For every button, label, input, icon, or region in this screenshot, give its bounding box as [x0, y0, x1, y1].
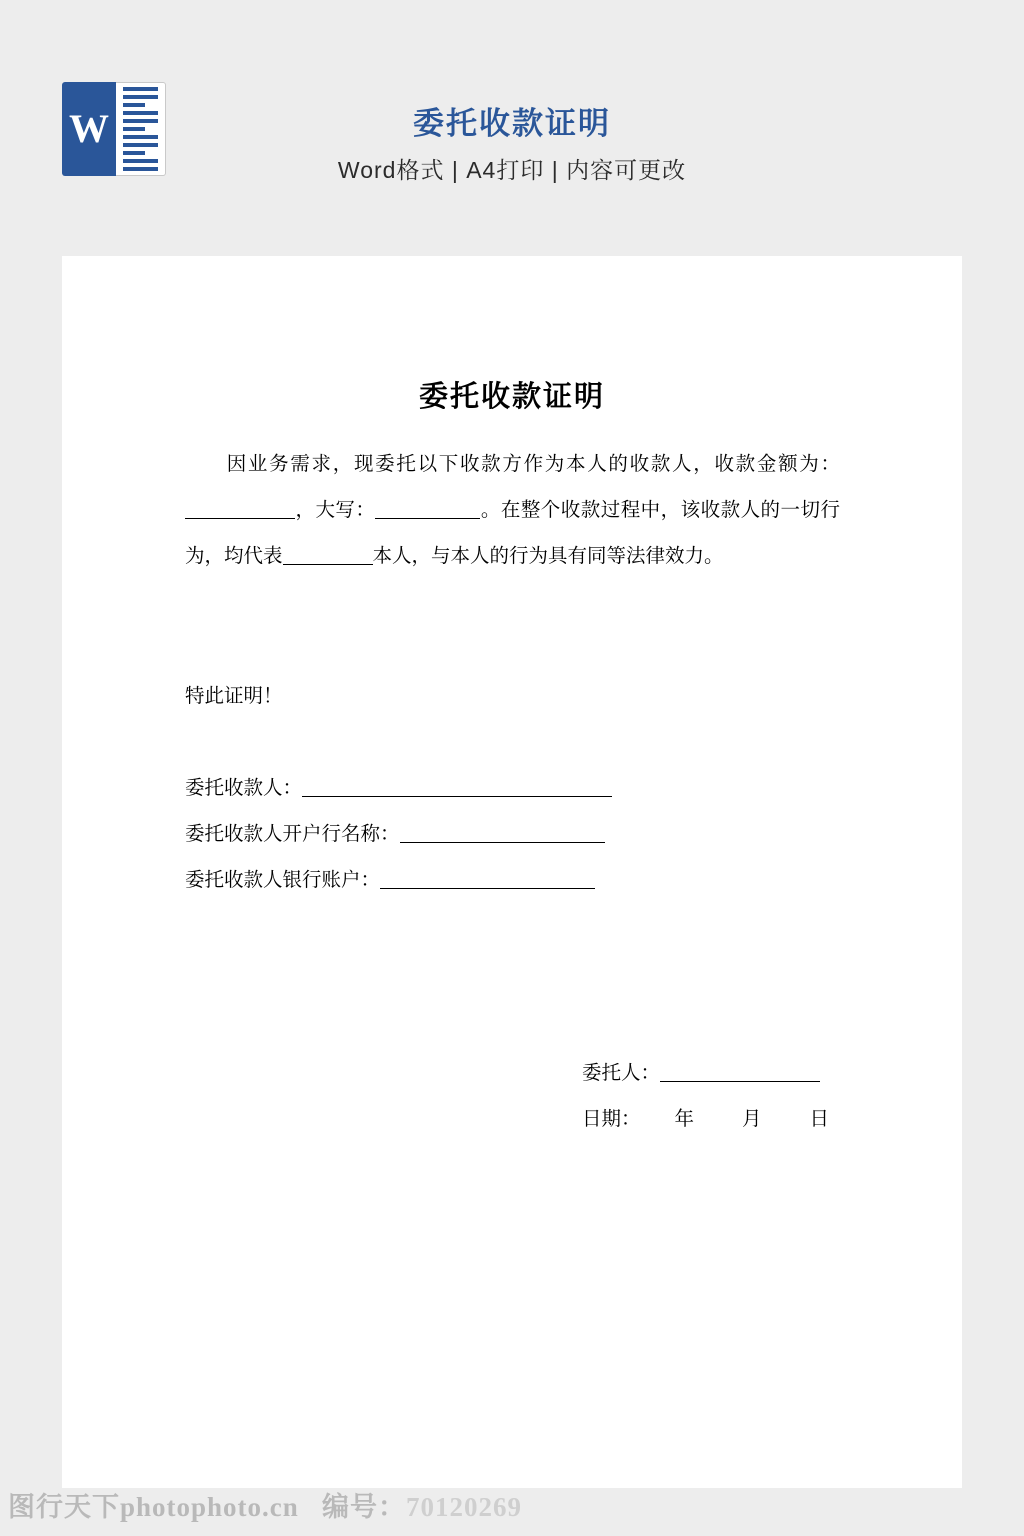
paragraph-segment-1: 因业务需求，现委托以下收款方作为本人的收款人，收款金额为：: [225, 454, 840, 475]
document-page: [62, 256, 962, 1488]
truster-blank-field[interactable]: [660, 1081, 820, 1082]
watermark-id-label: 编号：: [322, 1492, 407, 1522]
signature-row-bank-account: [185, 858, 612, 904]
watermark-text: [8, 1485, 522, 1524]
date-month-label: 月: [742, 1109, 762, 1130]
date-label: 日期：: [582, 1109, 641, 1130]
page-title: 委托收款证明: [418, 381, 605, 413]
word-icon-line: [123, 87, 158, 91]
payee-blank-field[interactable]: [302, 796, 612, 797]
word-icon-letter: W: [69, 106, 109, 151]
date-row: [582, 1097, 829, 1143]
truster-label: 委托人：: [582, 1063, 661, 1084]
signature-label-bank-name: 委托收款人开户行名称：: [185, 824, 400, 845]
document-paragraph: [185, 442, 840, 580]
paragraph-segment-2: ，大写：: [295, 500, 376, 521]
watermark-id-value: 70120269: [406, 1492, 523, 1522]
header-band: [0, 0, 1024, 256]
date-day-label: 日: [809, 1109, 830, 1130]
bank-account-blank-field[interactable]: [380, 888, 595, 889]
representative-blank-field[interactable]: [283, 564, 373, 565]
signature-label-payee: 委托收款人：: [185, 778, 303, 799]
document-note: 特此证明！: [185, 686, 283, 707]
header-title: 委托收款证明: [413, 106, 611, 141]
paragraph-segment-4: 本人，与本人的行为具有同等法律效力。: [372, 546, 724, 567]
signature-row-bank-name: [185, 812, 612, 858]
signature-block: [185, 766, 612, 904]
watermark-site: 图行天下photophoto.cn: [8, 1492, 299, 1522]
amount-in-words-blank-field[interactable]: [375, 518, 480, 519]
footer-watermark: [0, 1488, 1024, 1528]
truster-row: [582, 1051, 829, 1097]
header-subtitle: Word格式 | A4打印 | 内容可更改: [337, 157, 687, 183]
bank-name-blank-field[interactable]: [400, 842, 605, 843]
paragraph-segment-3: 。在整个收款过程中，该收款人的一切行为，均代表: [185, 500, 840, 567]
date-year-label: 年: [674, 1109, 695, 1130]
amount-blank-field[interactable]: [185, 518, 295, 519]
word-icon-line: [123, 143, 158, 147]
signature-row-payee: [185, 766, 612, 812]
signature-label-bank-account: 委托收款人银行账户：: [185, 870, 381, 891]
truster-block: [582, 1051, 829, 1143]
